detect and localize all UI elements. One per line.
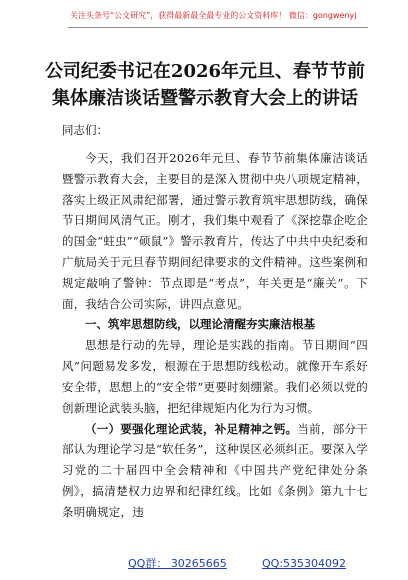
salutation: 同志们：	[62, 123, 108, 137]
header-banner	[0, 0, 408, 40]
subsection-heading-1: （一）要强化理论武装，补足精神之钙。	[85, 421, 298, 436]
paragraph-subsection-1	[62, 419, 368, 523]
subsection-text-1: 当前，部分干部认为理论学习是“软任务”，这种误区必须纠正。要深入学习党的二十届四中全会精神和《中国共产党纪律处分条例》，搞清楚权力边界和纪律红线。比如《条例》第九十七条明确规定，违	[62, 421, 368, 519]
document-body	[62, 120, 368, 523]
paragraph-section-1: 思想是行动的先导，理论是实践的指南。节日期间“四风”问题易发多发，根源在于思想防线松动。就像开车系好安全带，思想上的“安全带”更要时刻绷紧。我们必须以党的创新理论武装头脑，把纪律规矩内化为行为习惯。	[62, 338, 368, 415]
document-title: 公司纪委书记在2026年元旦、春节节前集体廉洁谈话暨警示教育大会上的讲话	[44, 61, 366, 109]
footer-qq-group-link[interactable]: QQ群： 30265665	[128, 557, 227, 570]
header-divider	[68, 27, 368, 28]
header-banner-text: 关注头条号“公文研究”，获得最新最全最专业的公文资料库！ 微信：gongwenyj	[70, 11, 357, 20]
footer	[0, 555, 408, 575]
paragraph-intro: 今天，我们召开2026年元旦、春节节前集体廉洁谈话暨警示教育大会，主要目的是深入贯彻中央八项规定精神，落实上级正风肃纪部署，通过警示教育筑牢思想防线，确保节日期间风清气正。刚才，我们集中观看了《深挖靠企吃企的国金“蛀虫”“硕鼠”》警示教育片，传达了中共中央纪委和广航局关于元旦春节期间纪律要求的文件精神。这些案例和规定敲响了警钟：节点即是“考点”，年关更是“廉关”。下面，我结合公司实际，讲四点意见。	[62, 151, 368, 311]
footer-qq-contact-link[interactable]: QQ:535304092	[262, 557, 347, 570]
section-heading-1: 一、筑牢思想防线，以理论清醒夯实廉洁根基	[85, 317, 315, 332]
